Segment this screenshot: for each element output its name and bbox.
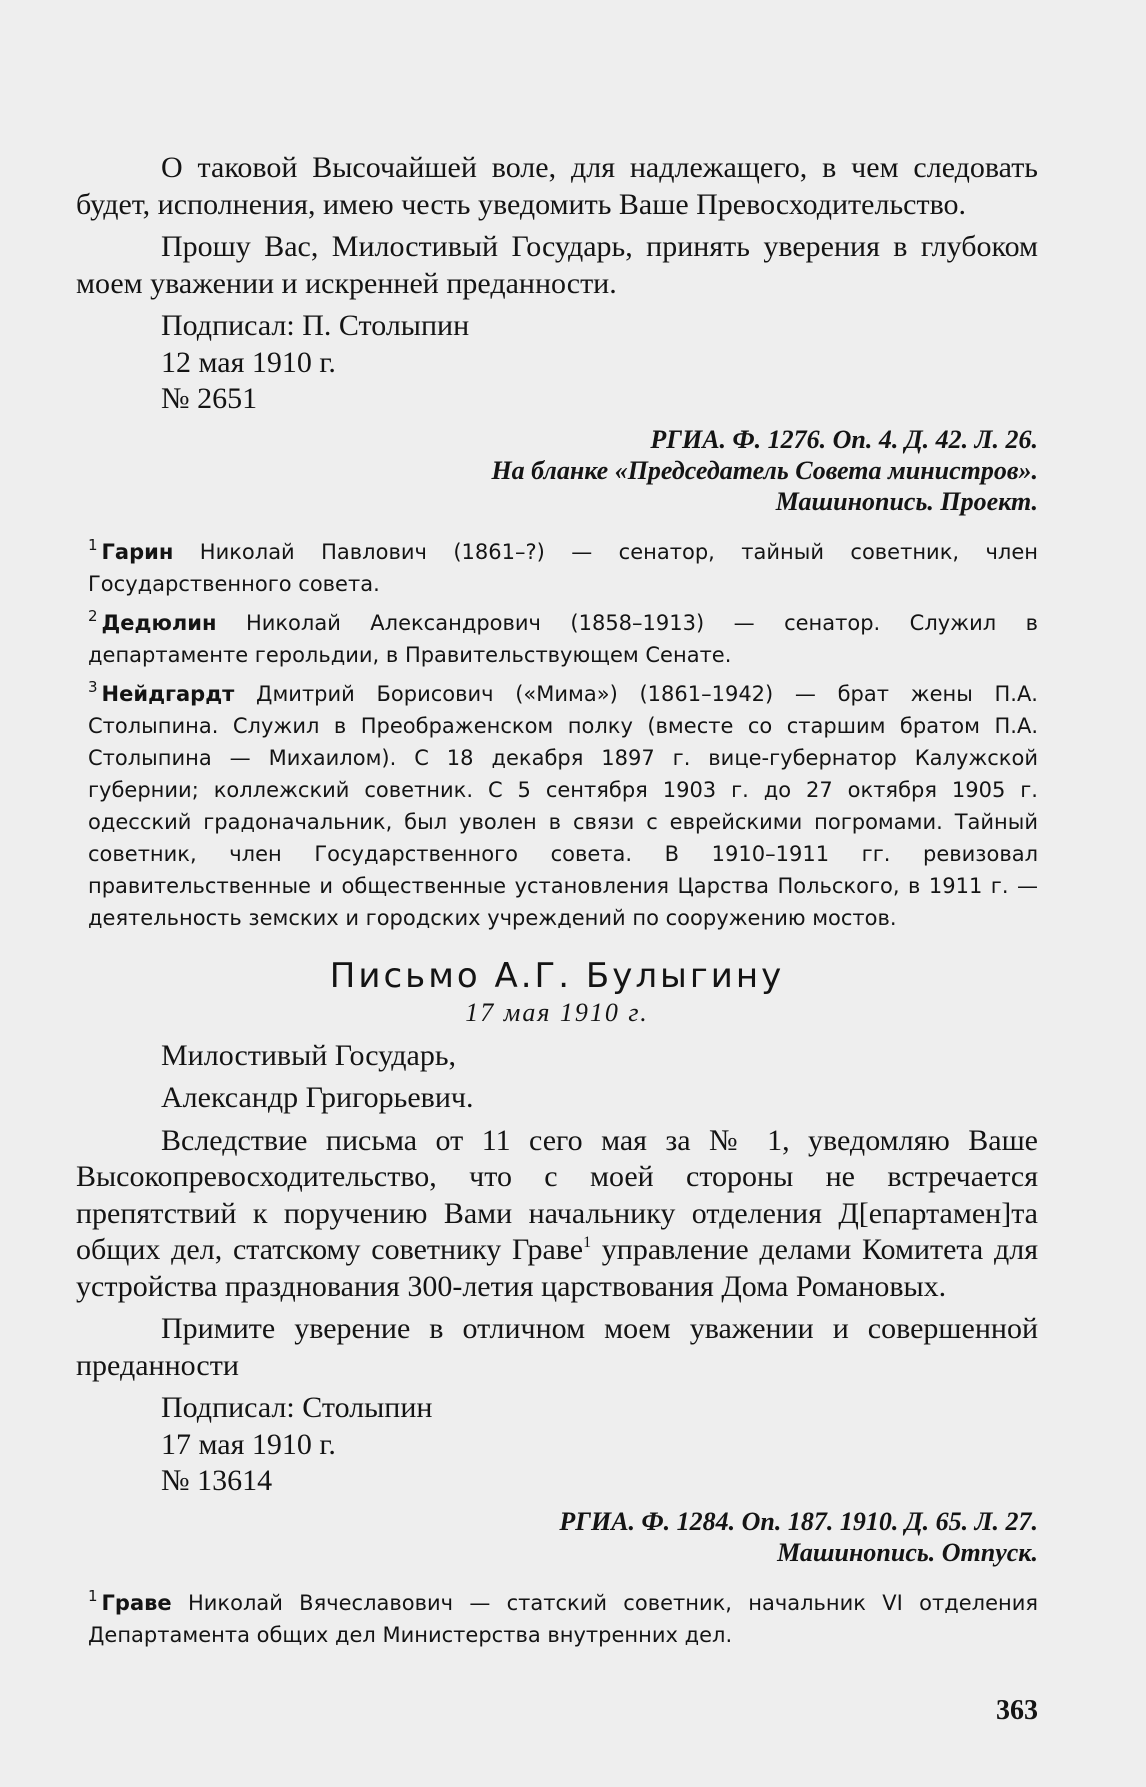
archive-line: РГИА. Ф. 1276. Оп. 4. Д. 42. Л. 26.	[650, 424, 1038, 454]
footnote-name: Граве	[101, 1590, 172, 1615]
footnote: $^1$ Граве Николай Вячеславович — статский советник, начальник VI отделения Департамента общих дел Министерства внутренних дел.	[88, 1586, 1038, 1647]
letter-date: 17 мая 1910 г.	[161, 1427, 336, 1461]
signature-line: Подписал: П. Столыпин	[161, 309, 470, 342]
salutation: Милостивый Государь,	[161, 1038, 457, 1072]
footnote-name: Гарин	[101, 539, 174, 564]
footnote-text: Дмитрий Борисович («Мима») (1861–1942) — брат жены П.А. Столыпина. Служил в Преображенском полку (вместе со старшим братом П.А. Столыпина — Михаилом). С 18 декабря 1897 г. вице-губернатор Калужской губернии; коллежский советник. С 5 сентября 1903 г. до 27 октября 1905 г. одесский градоначальник, был уволен в связи с еврейскими погромами. Тайный советник, член Государственного совета. В 1910–1911 гг. ревизовал правительственные и общественные установления Царства Польского, в 1911 г. — деятельность земских и городских учреждений по сооружению мостов.	[88, 681, 1038, 930]
footnote-name: Нейдгардт	[101, 681, 235, 706]
letter-number: № 2651	[161, 382, 258, 415]
page-number: 363	[996, 1695, 1038, 1726]
archive-reference	[76, 1506, 1038, 1568]
archive-line: Машинопись. Отпуск.	[777, 1537, 1038, 1567]
archive-line: На бланке «Председатель Совета министров».	[491, 455, 1038, 485]
paragraph: Прошу Вас, Милостивый Государь, принять уверения в глубоком моем уважении и искренней преданности.	[76, 230, 1038, 300]
paragraph: Примите уверение в отличном моем уважении и совершенной преданности	[76, 1312, 1038, 1382]
footnotes	[76, 1580, 1038, 1651]
footnote-text: Николай Вячеславович — статский советник, начальник VI отделения Департамента общих дел Министерства внутренних дел.	[88, 1590, 1038, 1647]
footnote-name: Дедюлин	[101, 610, 217, 635]
footnote: $^2$ Дедюлин Николай Александрович (1858–1913) — сенатор. Служил в департаменте герольдии, в Правительствующем Сенате.	[88, 606, 1038, 667]
archive-reference	[76, 424, 1038, 517]
signature-line: Подписал: Столыпин	[161, 1391, 433, 1424]
footnote: $^1$ Гарин Николай Павлович (1861–?) — сенатор, тайный советник, член Государственного совета.	[88, 535, 1038, 596]
letter-title: Письмо А.Г. Булыгину	[329, 955, 785, 996]
footnote-text: Николай Александрович (1858–1913) — сенатор. Служил в департаменте герольдии, в Правительствующем Сенате.	[88, 610, 1038, 667]
footnote-text: Николай Павлович (1861–?) — сенатор, тайный советник, член Государственного совета.	[88, 539, 1038, 596]
archive-line: РГИА. Ф. 1284. Оп. 187. 1910. Д. 65. Л. 27.	[559, 1506, 1038, 1536]
paragraph: О таковой Высочайшей воле, для надлежащего, в чем следовать будет, исполнения, имею честь уведомить Ваше Превосходительство.	[76, 151, 1038, 221]
footnotes	[76, 529, 1038, 934]
archive-line: Машинопись. Проект.	[775, 486, 1038, 516]
letter-number: № 13614	[161, 1464, 273, 1497]
salutation: Александр Григорьевич.	[161, 1081, 474, 1114]
paragraph: Вследствие письма от 11 сего мая за № 1, уведомляю Ваше Высокопревосходительство, что с моей стороны не встречается препятствий к поручению Вами начальнику отделения Д[епартамен]та общих дел, статскому советнику Граве$^1$ управление делами Комитета для устройства празднования 300-летия царствования Дома Романовых.	[76, 1123, 1038, 1303]
footnote-ref: 1	[583, 1234, 592, 1251]
letter-date: 12 мая 1910 г.	[161, 345, 336, 379]
footnote: $^3$ Нейдгардт Дмитрий Борисович («Мима») (1861–1942) — брат жены П.А. Столыпина. Служил в Преображенском полку (вместе со старшим братом П.А. Столыпина — Михаилом). С 18 декабря 1897 г. вице-губернатор Калужской губернии; коллежский советник. С 5 сентября 1903 г. до 27 октября 1905 г. одесский градоначальник, был уволен в связи с еврейскими погромами. Тайный советник, член Государственного совета. В 1910–1911 гг. ревизовал правительственные и общественные установления Царства Польского, в 1911 г. — деятельность земских и городских учреждений по сооружению мостов.	[88, 677, 1038, 930]
letter-date-heading: 17 мая 1910 г.	[465, 997, 649, 1027]
